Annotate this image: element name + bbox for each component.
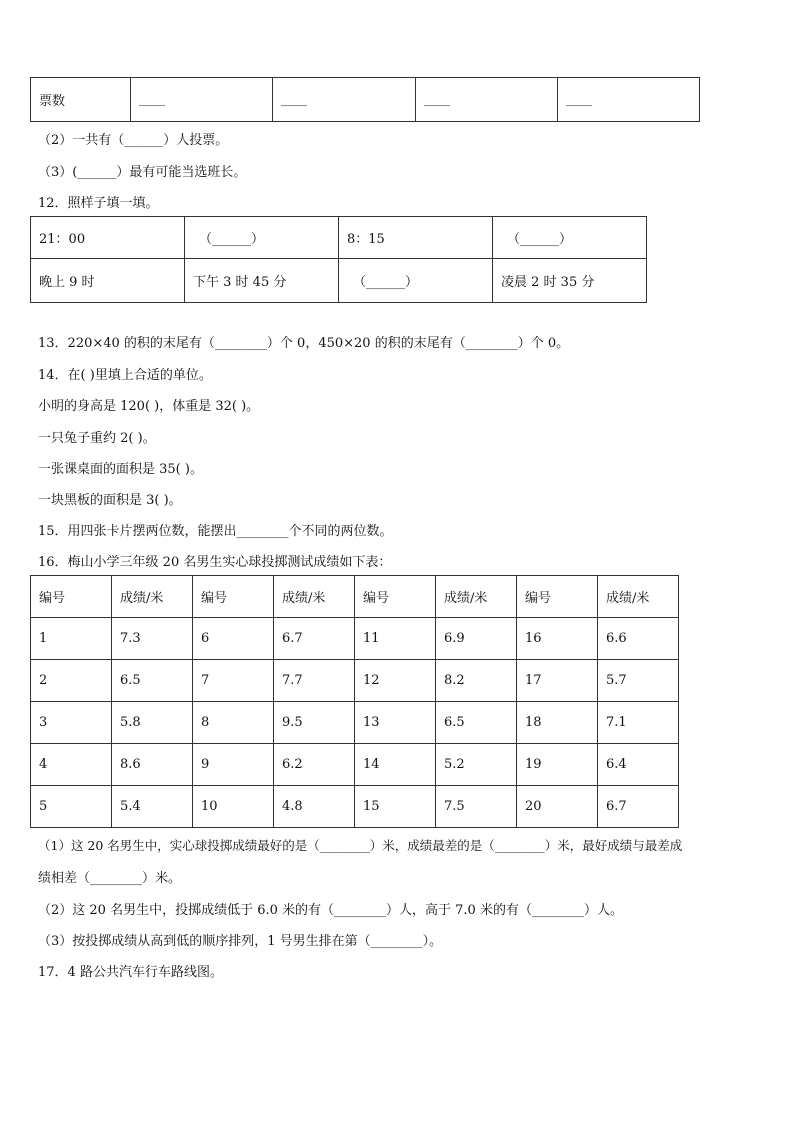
score-cell: 6.9 [436, 618, 517, 660]
score-cell: 5.4 [112, 786, 193, 828]
score-cell: 17 [517, 660, 598, 702]
score-cell: 8.2 [436, 660, 517, 702]
time-cell: （______） [339, 259, 493, 303]
vote-cell: ____ [273, 78, 416, 122]
score-cell: 4.8 [274, 786, 355, 828]
score-cell: 7.5 [436, 786, 517, 828]
time-cell: （______） [493, 217, 647, 259]
q16-title: 16．梅山小学三年级 20 名男生实心球投掷测试成绩如下表： [38, 555, 392, 570]
score-header: 编号 [31, 576, 112, 618]
score-cell: 14 [355, 744, 436, 786]
q14-line: 小明的身高是 120( )，体重是 32( )。 [38, 399, 260, 414]
score-cell: 5.7 [598, 660, 679, 702]
score-header: 成绩/米 [598, 576, 679, 618]
score-cell: 8 [193, 702, 274, 744]
table-row [31, 786, 679, 828]
score-cell: 9.5 [274, 702, 355, 744]
vote-table [30, 77, 700, 122]
time-cell: 凌晨 2 时 35 分 [493, 259, 647, 303]
score-cell: 7.1 [598, 702, 679, 744]
score-cell: 6.5 [112, 660, 193, 702]
q14-title: 14．在( )里填上合适的单位。 [38, 368, 212, 383]
score-cell: 8.6 [112, 744, 193, 786]
score-header: 成绩/米 [274, 576, 355, 618]
score-cell: 7 [193, 660, 274, 702]
score-cell: 3 [31, 702, 112, 744]
score-cell: 16 [517, 618, 598, 660]
q11-sub2: （2）一共有（______）人投票。 [38, 133, 229, 148]
score-header: 编号 [517, 576, 598, 618]
score-cell: 6.7 [598, 786, 679, 828]
score-cell: 6 [193, 618, 274, 660]
score-header: 成绩/米 [436, 576, 517, 618]
q16-sub2: （2）这 20 名男生中，投掷成绩低于 6.0 米的有（________）人，高于 7.0 米的有（________）人。 [38, 903, 623, 918]
score-cell: 10 [193, 786, 274, 828]
table-row [31, 618, 679, 660]
score-cell: 6.7 [274, 618, 355, 660]
score-cell: 9 [193, 744, 274, 786]
score-cell: 18 [517, 702, 598, 744]
time-cell: 晚上 9 时 [31, 259, 185, 303]
score-cell: 5 [31, 786, 112, 828]
score-cell: 20 [517, 786, 598, 828]
q12-title: 12．照样子填一填。 [38, 196, 159, 211]
vote-cell: ____ [131, 78, 273, 122]
time-cell: （______） [185, 217, 339, 259]
q16-sub1-line2: 绩相差（________）米。 [38, 871, 182, 886]
time-cell: 21：00 [31, 217, 185, 259]
q14-line: 一张课桌面的面积是 35( )。 [38, 462, 203, 477]
score-cell: 6.2 [274, 744, 355, 786]
score-cell: 7.7 [274, 660, 355, 702]
vote-cell: ____ [416, 78, 558, 122]
score-cell: 19 [517, 744, 598, 786]
score-header: 成绩/米 [112, 576, 193, 618]
score-cell: 5.8 [112, 702, 193, 744]
q15-text: 15．用四张卡片摆两位数，能摆出________个不同的两位数。 [38, 524, 393, 539]
q14-line: 一只兔子重约 2( )。 [38, 431, 156, 446]
score-header-row [31, 576, 679, 618]
table-row [31, 744, 679, 786]
table-row [31, 702, 679, 744]
time-table [30, 216, 647, 303]
time-cell: 下午 3 时 45 分 [185, 259, 339, 303]
score-cell: 2 [31, 660, 112, 702]
score-cell: 4 [31, 744, 112, 786]
vote-row-label: 票数 [31, 78, 131, 122]
score-cell: 1 [31, 618, 112, 660]
score-cell: 6.5 [436, 702, 517, 744]
score-header: 编号 [355, 576, 436, 618]
q16-sub1-line1: （1）这 20 名男生中，实心球投掷成绩最好的是（________）米，成绩最差的是（________）米，最好成绩与最差成 [38, 838, 683, 853]
score-cell: 7.3 [112, 618, 193, 660]
vote-cell: ____ [558, 78, 700, 122]
score-cell: 12 [355, 660, 436, 702]
score-cell: 11 [355, 618, 436, 660]
q17-text: 17．4 路公共汽车行车路线图。 [38, 965, 223, 980]
score-cell: 5.2 [436, 744, 517, 786]
q11-sub3: （3）(______）最有可能当选班长。 [38, 165, 247, 180]
score-cell: 6.4 [598, 744, 679, 786]
time-cell: 8：15 [339, 217, 493, 259]
score-cell: 6.6 [598, 618, 679, 660]
table-row [31, 660, 679, 702]
q13-text: 13．220×40 的积的末尾有（________）个 0，450×20 的积的末尾有（________）个 0。 [38, 336, 570, 351]
q14-line: 一块黑板的面积是 3( )。 [38, 493, 182, 508]
score-cell: 13 [355, 702, 436, 744]
q16-sub3: （3）按投掷成绩从高到低的顺序排列，1 号男生排在第（________）。 [38, 934, 443, 949]
score-header: 编号 [193, 576, 274, 618]
score-table [30, 575, 679, 828]
score-cell: 15 [355, 786, 436, 828]
